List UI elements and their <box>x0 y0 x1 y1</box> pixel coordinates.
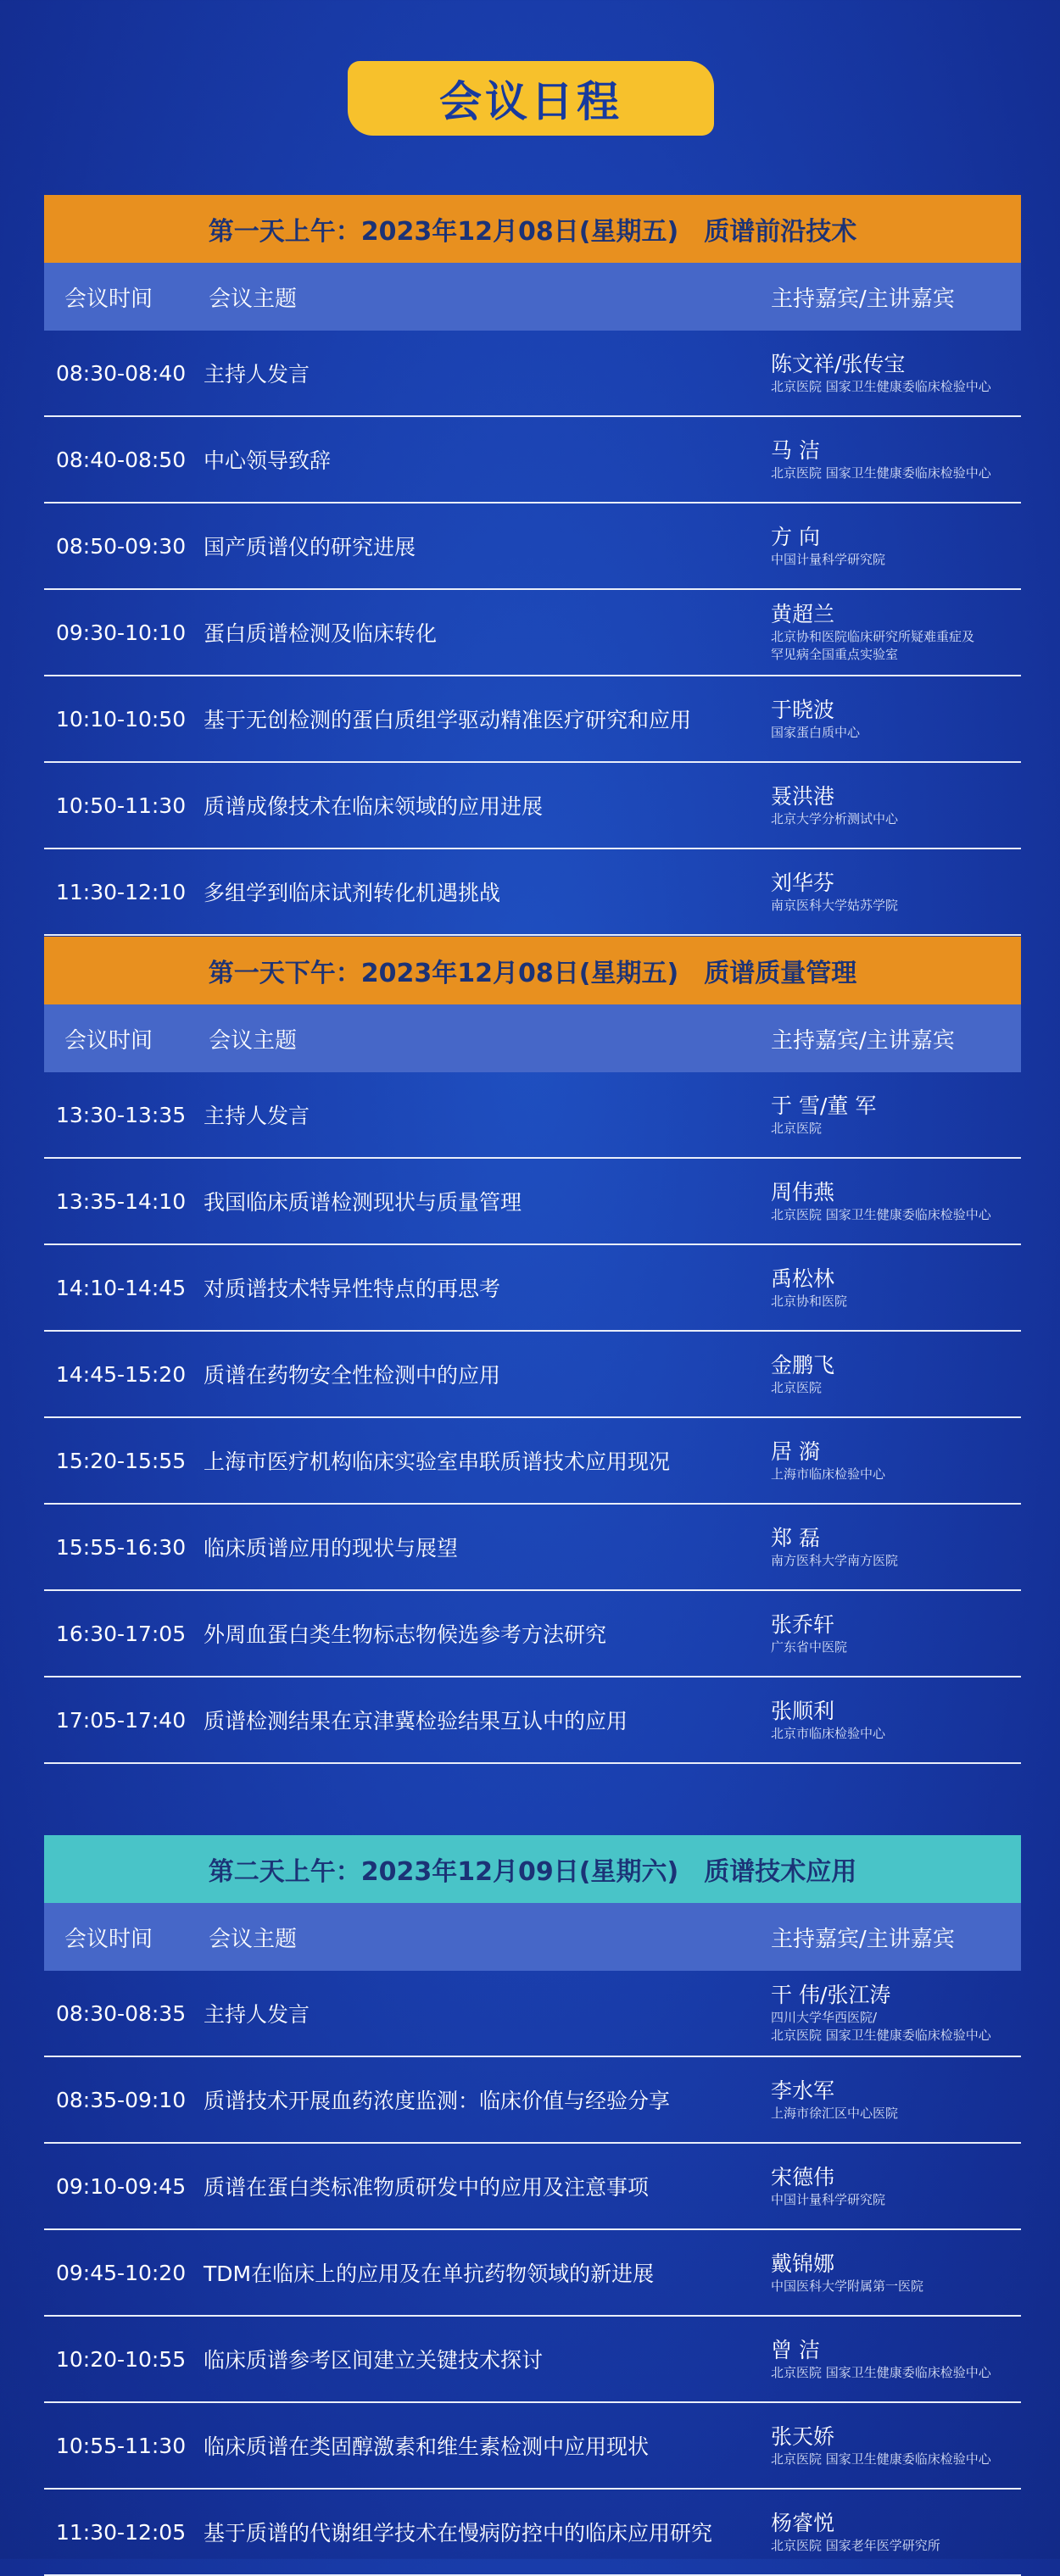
session-time: 08:40-08:50 <box>56 447 187 472</box>
speaker-affiliation: 北京医院 国家卫生健康委临床检验中心 <box>771 1206 991 1222</box>
speaker-name: 马 洁 <box>771 437 820 463</box>
speaker-affiliation: 广东省中医院 <box>771 1639 848 1655</box>
speaker-cell <box>771 2510 1021 2555</box>
speaker-cell <box>771 1266 1021 1310</box>
speaker-name: 于 雪/董 军 <box>771 1093 877 1118</box>
session-time: 08:30-08:40 <box>56 360 187 386</box>
column-speaker-label: 主持嘉宾/主讲嘉宾 <box>771 1027 955 1054</box>
section-heading: 第一天下午：2023年12月08日(星期五) 质谱质量管理 <box>44 937 1021 1004</box>
session-topic: 临床质谱应用的现状与展望 <box>204 1536 459 1561</box>
schedule-row <box>44 2230 1021 2317</box>
speaker-affiliation: 中国医科大学附属第一医院 <box>771 2278 924 2294</box>
speaker-name: 杨睿悦 <box>771 2510 835 2535</box>
speaker-cell <box>771 1438 1021 1483</box>
column-speaker-label: 主持嘉宾/主讲嘉宾 <box>771 286 955 312</box>
schedule-row <box>44 1332 1021 1418</box>
speaker-name: 居 漪 <box>771 1438 820 1464</box>
section-heading: 第一天上午：2023年12月08日(星期五) 质谱前沿技术 <box>44 195 1021 263</box>
speaker-affiliation: 北京协和医院 <box>771 1293 848 1309</box>
session-topic: 临床质谱参考区间建立关键技术探讨 <box>204 2348 544 2373</box>
session-topic: 基于无创检测的蛋白质组学驱动精准医疗研究和应用 <box>204 708 692 732</box>
speaker-cell <box>771 697 1021 742</box>
speaker-affiliation: 中国计量科学研究院 <box>771 551 886 567</box>
speaker-cell <box>771 2251 1021 2295</box>
session-time: 08:35-09:10 <box>56 2087 187 2112</box>
speaker-affiliation: 四川大学华西医院/ <box>771 2010 878 2025</box>
speaker-affiliation: 北京医院 国家卫生健康委临床检验中心 <box>771 465 991 481</box>
speaker-name: 戴锦娜 <box>771 2251 835 2276</box>
session-topic: 主持人发言 <box>204 2002 310 2027</box>
page-title: 会议日程 <box>348 61 714 136</box>
speaker-cell <box>771 1352 1021 1397</box>
session-time: 10:10-10:50 <box>56 706 187 732</box>
speaker-cell <box>771 1179 1021 1224</box>
schedule-row <box>44 504 1021 590</box>
speaker-name: 聂洪港 <box>771 783 835 809</box>
speaker-name: 干 伟/张江涛 <box>771 1983 891 2007</box>
speaker-cell <box>771 1525 1021 1570</box>
schedule-row <box>44 2057 1021 2144</box>
schedule-row <box>44 676 1021 763</box>
speaker-cell <box>771 1982 1021 2045</box>
speaker-cell <box>771 2078 1021 2123</box>
speaker-affiliation: 南方医科大学南方医院 <box>771 1552 899 1568</box>
speaker-name: 黄超兰 <box>771 602 835 626</box>
session-topic: 多组学到临床试剂转化机遇挑战 <box>204 881 501 905</box>
session-topic: 我国临床质谱检测现状与质量管理 <box>204 1190 522 1215</box>
session-time: 15:20-15:55 <box>56 1448 187 1473</box>
session-time: 14:45-15:20 <box>56 1361 187 1387</box>
speaker-name: 禹松林 <box>771 1266 835 1291</box>
speaker-cell <box>771 437 1021 482</box>
column-topic-label: 会议主题 <box>209 1027 298 1054</box>
speaker-cell <box>771 2423 1021 2468</box>
session-topic: 临床质谱在类固醇激素和维生素检测中应用现状 <box>204 2434 650 2459</box>
speaker-affiliation: 南京医科大学姑苏学院 <box>771 897 899 913</box>
speaker-name: 张乔轩 <box>771 1611 835 1637</box>
speaker-name: 李水军 <box>771 2078 835 2103</box>
schedule-section <box>44 937 1021 1764</box>
schedule-row <box>44 1505 1021 1591</box>
column-time-label: 会议时间 <box>64 286 153 312</box>
session-time: 08:50-09:30 <box>56 533 187 559</box>
column-topic-label: 会议主题 <box>209 1926 298 1952</box>
session-time: 17:05-17:40 <box>56 1707 187 1733</box>
schedule-section <box>44 1835 1021 2576</box>
session-time: 13:30-13:35 <box>56 1102 187 1127</box>
schedule-row <box>44 1418 1021 1505</box>
column-header <box>44 1004 1021 1072</box>
speaker-affiliation: 北京医院 <box>771 1379 823 1395</box>
session-time: 13:35-14:10 <box>56 1188 187 1214</box>
session-time: 11:30-12:10 <box>56 879 187 904</box>
speaker-cell <box>771 351 1021 396</box>
session-topic: 基于质谱的代谢组学技术在慢病防控中的临床应用研究 <box>204 2521 713 2545</box>
column-header <box>44 1903 1021 1971</box>
schedule-row <box>44 1591 1021 1677</box>
speaker-name: 张天娇 <box>771 2423 835 2449</box>
speaker-cell <box>771 2164 1021 2209</box>
speaker-affiliation: 上海市临床检验中心 <box>771 1466 886 1482</box>
schedule-row <box>44 2144 1021 2230</box>
speaker-name: 周伟燕 <box>771 1179 835 1205</box>
speaker-affiliation: 北京医院 国家卫生健康委临床检验中心 <box>771 2364 991 2380</box>
session-topic: 质谱在蛋白类标准物质研发中的应用及注意事项 <box>204 2175 650 2200</box>
speaker-name: 郑 磊 <box>771 1525 820 1550</box>
section-heading: 第二天上午：2023年12月09日(星期六) 质谱技术应用 <box>44 1835 1021 1903</box>
session-topic: 主持人发言 <box>204 362 310 387</box>
session-time: 09:30-10:10 <box>56 620 187 645</box>
schedule-row <box>44 1677 1021 1764</box>
speaker-name: 宋德伟 <box>771 2164 835 2189</box>
schedule-row <box>44 331 1021 417</box>
speaker-cell <box>771 870 1021 915</box>
session-topic: 主持人发言 <box>204 1104 310 1128</box>
speaker-affiliation: 国家蛋白质中心 <box>771 724 861 740</box>
session-topic: 对质谱技术特异性特点的再思考 <box>204 1277 501 1301</box>
speaker-affiliation: 北京医院 国家卫生健康委临床检验中心 <box>771 2451 991 2467</box>
speaker-name: 张顺利 <box>771 1698 835 1723</box>
speaker-affiliation: 北京医院 <box>771 1120 823 1136</box>
schedule-row <box>44 590 1021 676</box>
schedule-row <box>44 2403 1021 2490</box>
session-topic: 国产质谱仪的研究进展 <box>204 535 416 559</box>
session-topic: 上海市医疗机构临床实验室串联质谱技术应用现况 <box>204 1449 671 1474</box>
session-time: 16:30-17:05 <box>56 1621 187 1646</box>
column-topic-label: 会议主题 <box>209 286 298 312</box>
speaker-name: 金鹏飞 <box>771 1352 835 1377</box>
speaker-cell <box>771 524 1021 569</box>
speaker-affiliation: 北京医院 国家老年医学研究所 <box>771 2537 940 2553</box>
schedule-row <box>44 1159 1021 1245</box>
session-time: 09:10-09:45 <box>56 2173 187 2199</box>
session-topic: 质谱成像技术在临床领域的应用进展 <box>204 794 544 819</box>
speaker-affiliation: 罕见病全国重点实验室 <box>771 647 899 662</box>
speaker-name: 方 向 <box>771 524 820 549</box>
speaker-affiliation: 上海市徐汇区中心医院 <box>771 2105 899 2121</box>
schedule-row <box>44 2317 1021 2403</box>
speaker-cell <box>771 1698 1021 1743</box>
session-topic: 中心领导致辞 <box>204 448 332 473</box>
speaker-cell <box>771 783 1021 828</box>
speaker-affiliation: 北京协和医院临床研究所疑难重症及 <box>771 629 975 644</box>
speaker-cell <box>771 1093 1021 1138</box>
schedule-section <box>44 195 1021 936</box>
speaker-cell <box>771 2337 1021 2382</box>
column-time-label: 会议时间 <box>64 1926 153 1952</box>
session-time: 10:50-11:30 <box>56 793 187 818</box>
session-time: 10:55-11:30 <box>56 2433 187 2458</box>
schedule-row <box>44 1245 1021 1332</box>
schedule-row <box>44 763 1021 849</box>
speaker-affiliation: 中国计量科学研究院 <box>771 2191 886 2207</box>
speaker-name: 于晓波 <box>771 697 835 722</box>
speaker-name: 曾 洁 <box>771 2337 820 2362</box>
session-time: 10:20-10:55 <box>56 2346 187 2372</box>
speaker-affiliation: 北京医院 国家卫生健康委临床检验中心 <box>771 2028 991 2043</box>
speaker-affiliation: 北京医院 国家卫生健康委临床检验中心 <box>771 378 991 394</box>
schedule-row <box>44 1072 1021 1159</box>
column-time-label: 会议时间 <box>64 1027 153 1054</box>
column-speaker-label: 主持嘉宾/主讲嘉宾 <box>771 1926 955 1952</box>
speaker-affiliation: 北京大学分析测试中心 <box>771 810 899 826</box>
schedule-row <box>44 849 1021 936</box>
speaker-name: 刘华芬 <box>771 870 835 895</box>
session-time: 08:30-08:35 <box>56 2000 187 2026</box>
speaker-cell <box>771 1611 1021 1656</box>
column-header <box>44 263 1021 331</box>
session-topic: 质谱检测结果在京津冀检验结果互认中的应用 <box>204 1709 628 1733</box>
session-topic: 质谱技术开展血药浓度监测：临床价值与经验分享 <box>204 2089 671 2113</box>
session-time: 15:55-16:30 <box>56 1534 187 1560</box>
session-topic: TDM在临床上的应用及在单抗药物领域的新进展 <box>204 2262 655 2286</box>
schedule-row <box>44 417 1021 504</box>
session-topic: 蛋白质谱检测及临床转化 <box>204 621 438 646</box>
speaker-affiliation: 北京市临床检验中心 <box>771 1725 886 1741</box>
schedule-row <box>44 2490 1021 2576</box>
session-topic: 质谱在药物安全性检测中的应用 <box>204 1363 501 1388</box>
speaker-cell <box>771 601 1021 664</box>
session-time: 11:30-12:05 <box>56 2519 187 2545</box>
schedule-row <box>44 1971 1021 2057</box>
session-time: 09:45-10:20 <box>56 2260 187 2285</box>
speaker-name: 陈文祥/张传宝 <box>771 351 906 376</box>
session-topic: 外周血蛋白类生物标志物候选参考方法研究 <box>204 1622 607 1647</box>
session-time: 14:10-14:45 <box>56 1275 187 1300</box>
